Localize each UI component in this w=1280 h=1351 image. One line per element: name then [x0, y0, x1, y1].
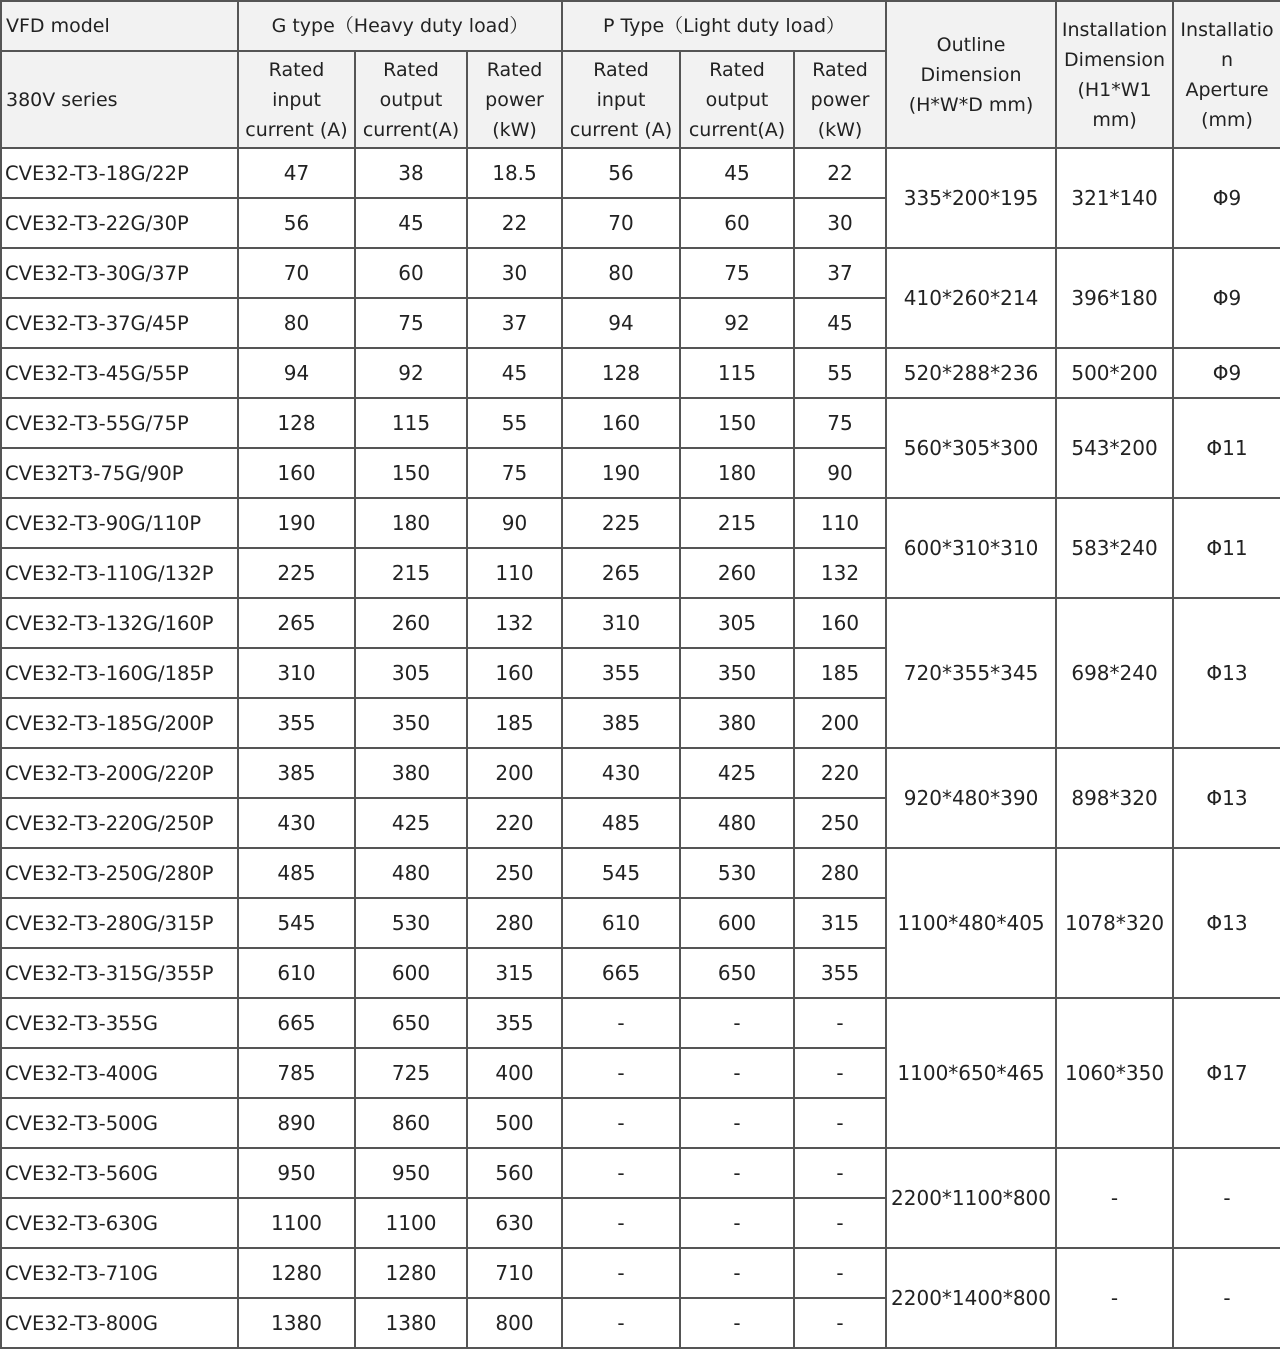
p-power-cell: 200 — [794, 698, 886, 748]
g-output-current-cell: 650 — [355, 998, 467, 1048]
g-power-cell: 75 — [467, 448, 562, 498]
p-power-cell: 160 — [794, 598, 886, 648]
g-output-current-cell: 350 — [355, 698, 467, 748]
installation-dimension-cell: 396*180 — [1056, 248, 1173, 348]
g-power-cell: 355 — [467, 998, 562, 1048]
g-input-current-cell: 1280 — [238, 1248, 355, 1298]
aperture-cell: Φ17 — [1173, 998, 1280, 1148]
p-output-current-cell: - — [680, 1198, 794, 1248]
header-line: Rated — [593, 58, 649, 81]
g-input-current-cell: 70 — [238, 248, 355, 298]
header-line: Rated — [383, 58, 439, 81]
p-input-current-cell: 430 — [562, 748, 680, 798]
installation-header-line: Installation — [1061, 18, 1168, 41]
g-output-current-cell: 600 — [355, 948, 467, 998]
model-cell: CVE32-T3-18G/22P — [1, 148, 238, 198]
p-output-current-cell: 75 — [680, 248, 794, 298]
model-header: VFD model — [1, 1, 238, 51]
p-power-cell: 315 — [794, 898, 886, 948]
g-power-cell: 185 — [467, 698, 562, 748]
p-input-current-cell: 190 — [562, 448, 680, 498]
installation-dimension-cell: 583*240 — [1056, 498, 1173, 598]
p-input-current-cell: - — [562, 1048, 680, 1098]
p-output-current-cell: 92 — [680, 298, 794, 348]
header-line: Rated — [486, 58, 543, 81]
g-input-current-cell: 94 — [238, 348, 355, 398]
table-row — [1, 348, 1280, 398]
g-input-current-cell: 385 — [238, 748, 355, 798]
header-line: current(A) — [362, 118, 460, 141]
model-cell: CVE32-T3-185G/200P — [1, 698, 238, 748]
outline-dimension-cell: 1100*650*465 — [886, 998, 1056, 1148]
installation-dimension-cell: - — [1056, 1148, 1173, 1248]
p-output-current-cell: 215 — [680, 498, 794, 548]
p-output-current-cell: 380 — [680, 698, 794, 748]
p-type-header: P Type（Light duty load） — [562, 1, 886, 51]
outline-dimension-cell: 2200*1100*800 — [886, 1148, 1056, 1248]
p-output-current-cell: - — [680, 1098, 794, 1148]
header-row-1 — [1, 1, 1280, 51]
aperture-cell: Φ13 — [1173, 848, 1280, 998]
installation-dimension-cell: 500*200 — [1056, 348, 1173, 398]
g-input-current-cell: 665 — [238, 998, 355, 1048]
p-input-current-cell: 128 — [562, 348, 680, 398]
model-cell: CVE32-T3-110G/132P — [1, 548, 238, 598]
g-output-current-cell: 1380 — [355, 1298, 467, 1348]
g-power-cell: 560 — [467, 1148, 562, 1198]
outline-dimension-cell: 520*288*236 — [886, 348, 1056, 398]
model-cell: CVE32-T3-22G/30P — [1, 198, 238, 248]
g-power-cell: 315 — [467, 948, 562, 998]
g-power-cell: 630 — [467, 1198, 562, 1248]
header-line: Rated — [709, 58, 765, 81]
model-cell: CVE32-T3-355G — [1, 998, 238, 1048]
p-output-current-cell: 600 — [680, 898, 794, 948]
g-output-current-cell: 480 — [355, 848, 467, 898]
p-power-cell: 90 — [794, 448, 886, 498]
g-power-cell: 132 — [467, 598, 562, 648]
installation-dimension-cell: - — [1056, 1248, 1173, 1348]
model-cell: CVE32-T3-710G — [1, 1248, 238, 1298]
installation-header-line: Dimension — [1064, 48, 1166, 71]
g-output-current-cell: 530 — [355, 898, 467, 948]
p-power-cell: - — [794, 1248, 886, 1298]
p-input-current-cell: - — [562, 1298, 680, 1348]
aperture-header-line: n — [1221, 48, 1234, 71]
header-line: output — [379, 88, 443, 111]
installation-dimension-cell: 698*240 — [1056, 598, 1173, 748]
g-output-current-cell: 92 — [355, 348, 467, 398]
model-cell: CVE32-T3-280G/315P — [1, 898, 238, 948]
p-input-current-cell: 265 — [562, 548, 680, 598]
table-row — [1, 748, 1280, 798]
header-line: (kW) — [492, 118, 537, 141]
g-input-current-cell: 610 — [238, 948, 355, 998]
model-cell: CVE32-T3-30G/37P — [1, 248, 238, 298]
g-power-cell: 37 — [467, 298, 562, 348]
g-power-cell: 45 — [467, 348, 562, 398]
g-power-cell: 220 — [467, 798, 562, 848]
g-output-current-cell: 60 — [355, 248, 467, 298]
p-power-cell: 55 — [794, 348, 886, 398]
g-input-current-cell: 190 — [238, 498, 355, 548]
g-input-current-cell: 310 — [238, 648, 355, 698]
g-power-header — [467, 51, 562, 148]
outline-dimension-cell: 560*305*300 — [886, 398, 1056, 498]
p-input-current-cell: 485 — [562, 798, 680, 848]
table-row — [1, 848, 1280, 898]
p-power-cell: 22 — [794, 148, 886, 198]
g-input-current-cell: 160 — [238, 448, 355, 498]
p-power-cell: 30 — [794, 198, 886, 248]
g-power-cell: 200 — [467, 748, 562, 798]
p-power-cell: - — [794, 1098, 886, 1148]
series-header: 380V series — [1, 51, 238, 148]
p-output-current-cell: - — [680, 1148, 794, 1198]
g-power-cell: 800 — [467, 1298, 562, 1348]
p-input-current-cell: 56 — [562, 148, 680, 198]
g-power-cell: 250 — [467, 848, 562, 898]
p-output-current-cell: 305 — [680, 598, 794, 648]
p-input-current-cell: 385 — [562, 698, 680, 748]
g-power-cell: 160 — [467, 648, 562, 698]
p-input-current-cell: 355 — [562, 648, 680, 698]
outline-dimension-cell: 2200*1400*800 — [886, 1248, 1056, 1348]
p-output-current-cell: 150 — [680, 398, 794, 448]
outline-dimension-cell: 1100*480*405 — [886, 848, 1056, 998]
p-input-current-cell: 545 — [562, 848, 680, 898]
g-input-current-cell: 950 — [238, 1148, 355, 1198]
outline-header-line: Dimension — [920, 63, 1022, 86]
p-output-current-cell: 480 — [680, 798, 794, 848]
p-output-current-cell: - — [680, 998, 794, 1048]
g-input-current-cell: 355 — [238, 698, 355, 748]
g-input-current-cell: 785 — [238, 1048, 355, 1098]
g-output-current-cell: 380 — [355, 748, 467, 798]
p-input-current-cell: 665 — [562, 948, 680, 998]
p-power-cell: - — [794, 1048, 886, 1098]
p-power-cell: 110 — [794, 498, 886, 548]
table-row — [1, 1148, 1280, 1198]
p-output-current-cell: 45 — [680, 148, 794, 198]
g-output-current-cell: 180 — [355, 498, 467, 548]
model-cell: CVE32-T3-45G/55P — [1, 348, 238, 398]
installation-header-line: (H1*W1 — [1077, 78, 1152, 101]
g-power-cell: 280 — [467, 898, 562, 948]
outline-header-line: Outline — [936, 33, 1006, 56]
p-output-current-cell: - — [680, 1048, 794, 1098]
header-line: current (A) — [245, 118, 348, 141]
p-output-current-cell: 425 — [680, 748, 794, 798]
aperture-cell: Φ11 — [1173, 398, 1280, 498]
p-output-current-cell: 115 — [680, 348, 794, 398]
header-line: power — [810, 88, 870, 111]
header-line: input — [272, 88, 321, 111]
g-power-cell: 55 — [467, 398, 562, 448]
outline-dimension-header — [886, 1, 1056, 148]
g-power-cell: 710 — [467, 1248, 562, 1298]
p-input-current-header — [562, 51, 680, 148]
aperture-cell: - — [1173, 1148, 1280, 1248]
table-row — [1, 498, 1280, 548]
model-cell: CVE32-T3-560G — [1, 1148, 238, 1198]
outline-dimension-cell: 600*310*310 — [886, 498, 1056, 598]
model-cell: CVE32-T3-500G — [1, 1098, 238, 1148]
table-row — [1, 598, 1280, 648]
outline-dimension-cell: 335*200*195 — [886, 148, 1056, 248]
g-input-current-cell: 430 — [238, 798, 355, 848]
p-output-current-header — [680, 51, 794, 148]
g-output-current-cell: 38 — [355, 148, 467, 198]
model-cell: CVE32-T3-220G/250P — [1, 798, 238, 848]
g-output-current-cell: 1280 — [355, 1248, 467, 1298]
p-power-cell: 355 — [794, 948, 886, 998]
installation-dimension-cell: 1060*350 — [1056, 998, 1173, 1148]
header-line: current (A) — [569, 118, 673, 141]
g-power-cell: 90 — [467, 498, 562, 548]
p-input-current-cell: 94 — [562, 298, 680, 348]
g-input-current-cell: 56 — [238, 198, 355, 248]
aperture-cell: Φ13 — [1173, 748, 1280, 848]
g-input-current-cell: 485 — [238, 848, 355, 898]
g-output-current-header — [355, 51, 467, 148]
p-output-current-cell: 650 — [680, 948, 794, 998]
p-input-current-cell: 310 — [562, 598, 680, 648]
p-input-current-cell: 225 — [562, 498, 680, 548]
g-output-current-cell: 1100 — [355, 1198, 467, 1248]
g-input-current-cell: 128 — [238, 398, 355, 448]
g-input-current-cell: 1100 — [238, 1198, 355, 1248]
g-power-cell: 30 — [467, 248, 562, 298]
p-output-current-cell: 260 — [680, 548, 794, 598]
table-row — [1, 398, 1280, 448]
header-line: Rated — [812, 58, 868, 81]
outline-dimension-cell: 410*260*214 — [886, 248, 1056, 348]
g-input-current-header — [238, 51, 355, 148]
g-output-current-cell: 215 — [355, 548, 467, 598]
g-output-current-cell: 260 — [355, 598, 467, 648]
p-output-current-cell: 60 — [680, 198, 794, 248]
header-line: input — [596, 88, 646, 111]
p-output-current-cell: - — [680, 1298, 794, 1348]
header-line: Rated — [268, 58, 325, 81]
model-cell: CVE32-T3-132G/160P — [1, 598, 238, 648]
installation-dimension-header — [1056, 1, 1173, 148]
header-line: (kW) — [817, 118, 863, 141]
p-power-cell: 37 — [794, 248, 886, 298]
aperture-cell: Φ9 — [1173, 148, 1280, 248]
installation-dimension-cell: 898*320 — [1056, 748, 1173, 848]
g-output-current-cell: 115 — [355, 398, 467, 448]
g-output-current-cell: 950 — [355, 1148, 467, 1198]
aperture-cell: Φ9 — [1173, 248, 1280, 348]
g-output-current-cell: 45 — [355, 198, 467, 248]
p-input-current-cell: 160 — [562, 398, 680, 448]
model-cell: CVE32-T3-630G — [1, 1198, 238, 1248]
p-input-current-cell: 610 — [562, 898, 680, 948]
aperture-cell: - — [1173, 1248, 1280, 1348]
p-power-cell: 75 — [794, 398, 886, 448]
model-cell: CVE32-T3-90G/110P — [1, 498, 238, 548]
outline-header-line: (H*W*D mm) — [908, 93, 1034, 116]
g-output-current-cell: 725 — [355, 1048, 467, 1098]
header-line: current(A) — [688, 118, 786, 141]
g-output-current-cell: 75 — [355, 298, 467, 348]
g-input-current-cell: 890 — [238, 1098, 355, 1148]
model-cell: CVE32-T3-400G — [1, 1048, 238, 1098]
p-power-cell: - — [794, 1148, 886, 1198]
outline-dimension-cell: 720*355*345 — [886, 598, 1056, 748]
g-power-cell: 500 — [467, 1098, 562, 1148]
g-power-cell: 400 — [467, 1048, 562, 1098]
p-power-header — [794, 51, 886, 148]
p-input-current-cell: - — [562, 1148, 680, 1198]
model-cell: CVE32T3-75G/90P — [1, 448, 238, 498]
model-cell: CVE32-T3-800G — [1, 1298, 238, 1348]
aperture-header — [1173, 1, 1280, 148]
installation-dimension-cell: 321*140 — [1056, 148, 1173, 248]
table-row — [1, 998, 1280, 1048]
aperture-cell: Φ9 — [1173, 348, 1280, 398]
outline-dimension-cell: 920*480*390 — [886, 748, 1056, 848]
g-power-cell: 22 — [467, 198, 562, 248]
model-cell: CVE32-T3-55G/75P — [1, 398, 238, 448]
g-output-current-cell: 150 — [355, 448, 467, 498]
p-output-current-cell: 180 — [680, 448, 794, 498]
p-input-current-cell: - — [562, 998, 680, 1048]
g-input-current-cell: 265 — [238, 598, 355, 648]
p-power-cell: - — [794, 998, 886, 1048]
g-output-current-cell: 305 — [355, 648, 467, 698]
g-input-current-cell: 80 — [238, 298, 355, 348]
p-output-current-cell: 350 — [680, 648, 794, 698]
aperture-header-line: Aperture — [1185, 78, 1269, 101]
model-cell: CVE32-T3-160G/185P — [1, 648, 238, 698]
p-input-current-cell: - — [562, 1198, 680, 1248]
g-input-current-cell: 1380 — [238, 1298, 355, 1348]
installation-header-line: mm) — [1092, 108, 1137, 131]
g-type-header: G type（Heavy duty load） — [238, 1, 562, 51]
g-power-cell: 18.5 — [467, 148, 562, 198]
p-input-current-cell: 70 — [562, 198, 680, 248]
p-power-cell: 185 — [794, 648, 886, 698]
p-output-current-cell: - — [680, 1248, 794, 1298]
model-cell: CVE32-T3-37G/45P — [1, 298, 238, 348]
table-row — [1, 248, 1280, 298]
p-input-current-cell: - — [562, 1098, 680, 1148]
aperture-cell: Φ13 — [1173, 598, 1280, 748]
installation-dimension-cell: 1078*320 — [1056, 848, 1173, 998]
aperture-header-line: Installatio — [1180, 18, 1274, 41]
p-power-cell: 132 — [794, 548, 886, 598]
g-input-current-cell: 225 — [238, 548, 355, 598]
g-output-current-cell: 425 — [355, 798, 467, 848]
g-output-current-cell: 860 — [355, 1098, 467, 1148]
model-cell: CVE32-T3-200G/220P — [1, 748, 238, 798]
p-output-current-cell: 530 — [680, 848, 794, 898]
aperture-header-line: (mm) — [1201, 108, 1253, 131]
p-input-current-cell: - — [562, 1248, 680, 1298]
p-power-cell: - — [794, 1198, 886, 1248]
p-power-cell: 220 — [794, 748, 886, 798]
g-power-cell: 110 — [467, 548, 562, 598]
table-row — [1, 1248, 1280, 1298]
p-power-cell: - — [794, 1298, 886, 1348]
table-row — [1, 148, 1280, 198]
header-line: output — [705, 88, 769, 111]
p-power-cell: 250 — [794, 798, 886, 848]
p-power-cell: 280 — [794, 848, 886, 898]
p-input-current-cell: 80 — [562, 248, 680, 298]
model-cell: CVE32-T3-315G/355P — [1, 948, 238, 998]
aperture-cell: Φ11 — [1173, 498, 1280, 598]
installation-dimension-cell: 543*200 — [1056, 398, 1173, 498]
g-input-current-cell: 545 — [238, 898, 355, 948]
g-input-current-cell: 47 — [238, 148, 355, 198]
p-power-cell: 45 — [794, 298, 886, 348]
header-line: power — [485, 88, 544, 111]
model-cell: CVE32-T3-250G/280P — [1, 848, 238, 898]
